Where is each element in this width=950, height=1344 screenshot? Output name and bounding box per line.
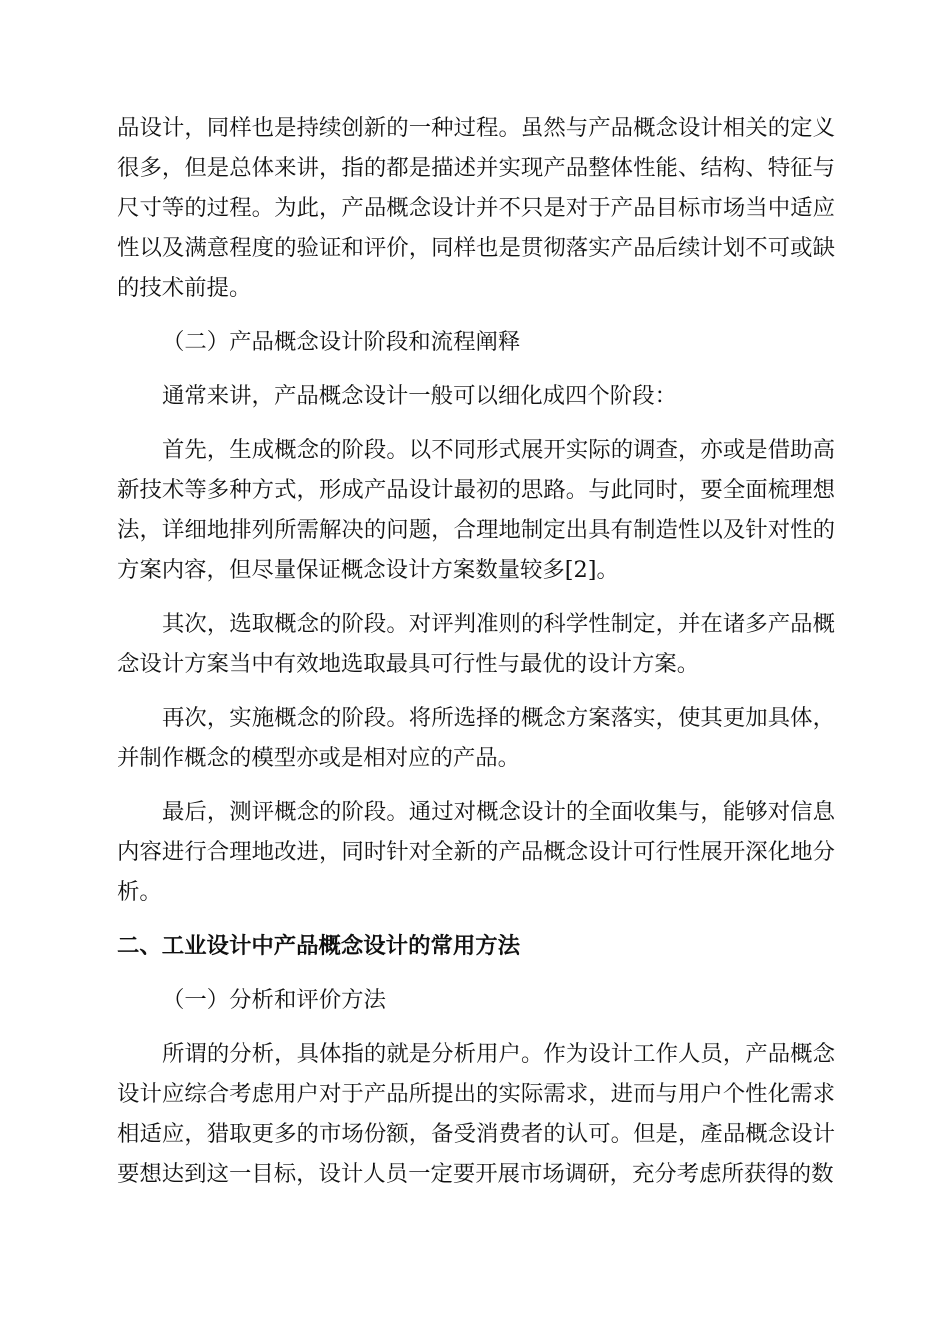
paragraph-stage-two: 其次，选取概念的阶段。对评判准则的科学性制定，并在诸多产品概念设计方案当中有效地选取最具可行性与最优的设计方案。	[117, 611, 835, 677]
paragraph-continued: 品设计，同样也是持续创新的一种过程。虽然与产品概念设计相关的定义很多，但是总体来讲，指的都是描述并实现产品整体性能、结构、特征与尺寸等的过程。为此，产品概念设计并不只是对于产品目标市场当中适应性以及满意程度的验证和评价，同样也是贯彻落实产品后续计划不可或缺的技术前提。	[117, 115, 835, 301]
paragraph-stage-one: 首先，生成概念的阶段。以不同形式展开实际的调查，亦或是借助高新技术等多种方式，形成产品设计最初的思路。与此同时，要全面梳理想法，详细地排列所需解决的问题，合理地制定出具有制造性以及针对性的方案内容，但尽量保证概念设计方案数量较多[2]。	[117, 437, 835, 583]
subheading-stages: （二）产品概念设计阶段和流程阐释	[162, 329, 521, 355]
paragraph-stage-three: 再次，实施概念的阶段。将所选择的概念方案落实，使其更加具体，并制作概念的模型亦或是相对应的产品。	[117, 705, 835, 771]
paragraph-four-stages: 通常来讲，产品概念设计一般可以细化成四个阶段：	[162, 383, 677, 409]
paragraph-analysis: 所谓的分析，具体指的就是分析用户。作为设计工作人员，产品概念设计应综合考虑用户对于产品所提出的实际需求，进而与用户个性化需求相适应，猎取更多的市场份额，备受消费者的认可。但是，產品概念设计要想达到这一目标，设计人员一定要开展市场调研，充分考虑所获得的数	[117, 1041, 835, 1187]
paragraph-stage-four: 最后，测评概念的阶段。通过对概念设计的全面收集与，能够对信息内容进行合理地改进，同时针对全新的产品概念设计可行性展开深化地分析。	[117, 799, 835, 905]
section-heading: 二、工业设计中产品概念设计的常用方法	[117, 933, 521, 959]
subheading-analysis: （一）分析和评价方法	[162, 987, 386, 1013]
document-page	[117, 108, 835, 1194]
